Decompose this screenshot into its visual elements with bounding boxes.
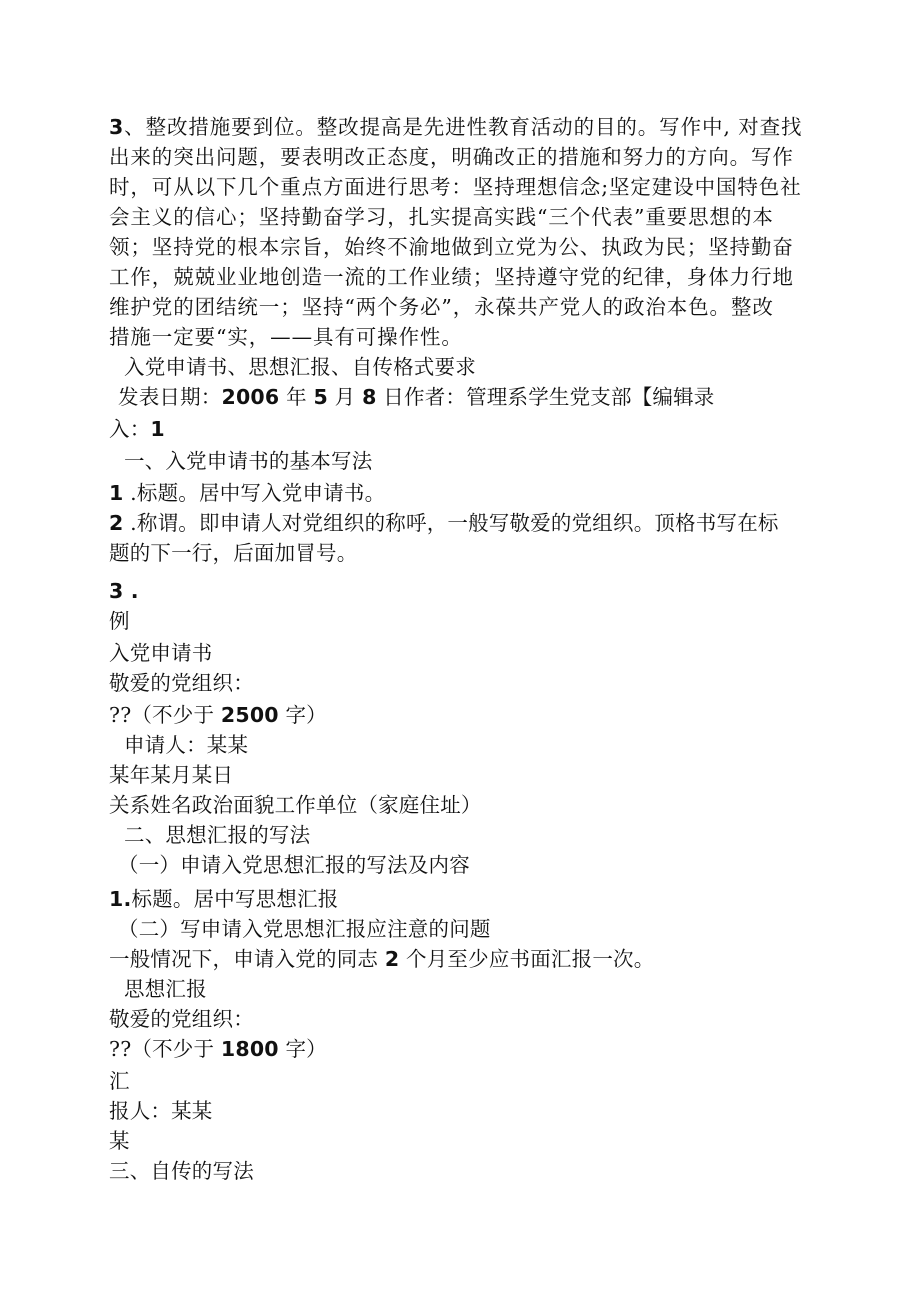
paragraph-line: 维护党的团结统一；坚持“两个务必”，永葆共产党人的政治本色。整改 (109, 295, 774, 319)
section1-heading: 一、入党申请书的基本写法 (124, 449, 373, 473)
section2-sub1: （一）申请入党思想汇报的写法及内容 (118, 853, 470, 877)
paragraph-line: 出来的突出问题，要表明改正态度，明确改正的措施和努力的方向。写作 (109, 145, 794, 169)
section2-heading: 二、思想汇报的写法 (124, 823, 311, 847)
section1-item2: 2 .称谓。即申请人对党组织的称呼，一般写敬爱的党组织。顶格书写在标 (109, 511, 779, 535)
publish-info-cont: 入：1 (109, 417, 165, 441)
example-title: 入党申请书 (109, 641, 213, 665)
example-date: 某年某月某日 (109, 763, 234, 787)
example-salutation: 敬爱的党组织： (109, 671, 254, 695)
report-line-c: 某 (109, 1129, 130, 1153)
publish-info: 发表日期：2006 年 5 月 8 日作者：管理系学生党支部【编辑录 (118, 385, 715, 409)
section2-item1: 1.标题。居中写思想汇报 (109, 887, 339, 911)
report-salutation: 敬爱的党组织： (109, 1007, 254, 1031)
section3-heading: 三、自传的写法 (109, 1159, 254, 1183)
section-title: 入党申请书、思想汇报、自传格式要求 (124, 355, 476, 379)
paragraph-line: 工作，兢兢业业地创造一流的工作业绩；坚持遵守党的纪律，身体力行地 (109, 265, 794, 289)
paragraph-line: 时，可从以下几个重点方面进行思考：坚持理想信念;坚定建设中国特色社 (109, 175, 802, 199)
example-applicant: 申请人：某某 (124, 733, 249, 757)
report-line-b: 报人：某某 (109, 1099, 213, 1123)
section2-frequency: 一般情况下，申请入党的同志 2 个月至少应书面汇报一次。 (109, 947, 655, 971)
section1-item3: 3 . (109, 579, 139, 603)
report-title: 思想汇报 (124, 977, 207, 1001)
paragraph-line: 领；坚持党的根本宗旨，始终不渝地做到立党为公、执政为民；坚持勤奋 (109, 235, 794, 259)
section1-item1: 1 .标题。居中写入党申请书。 (109, 481, 386, 505)
example-body: ??（不少于 2500 字） (109, 703, 327, 727)
paragraph-line: 措施一定要“实，——具有可操作性。 (109, 325, 463, 349)
section1-item2-cont: 题的下一行，后面加冒号。 (109, 541, 358, 565)
example-label: 例 (109, 609, 130, 633)
paragraph-line: 3、整改措施要到位。整改提高是先进性教育活动的目的。写作中, 对查找 (109, 115, 803, 139)
report-body: ??（不少于 1800 字） (109, 1037, 327, 1061)
paragraph-line: 会主义的信心；坚持勤奋学习，扎实提高实践“三个代表”重要思想的本 (109, 205, 774, 229)
report-line-a: 汇 (109, 1069, 130, 1093)
example-relations: 关系姓名政治面貌工作单位（家庭住址） (109, 793, 482, 817)
section2-sub2: （二）写申请入党思想汇报应注意的问题 (118, 917, 491, 941)
